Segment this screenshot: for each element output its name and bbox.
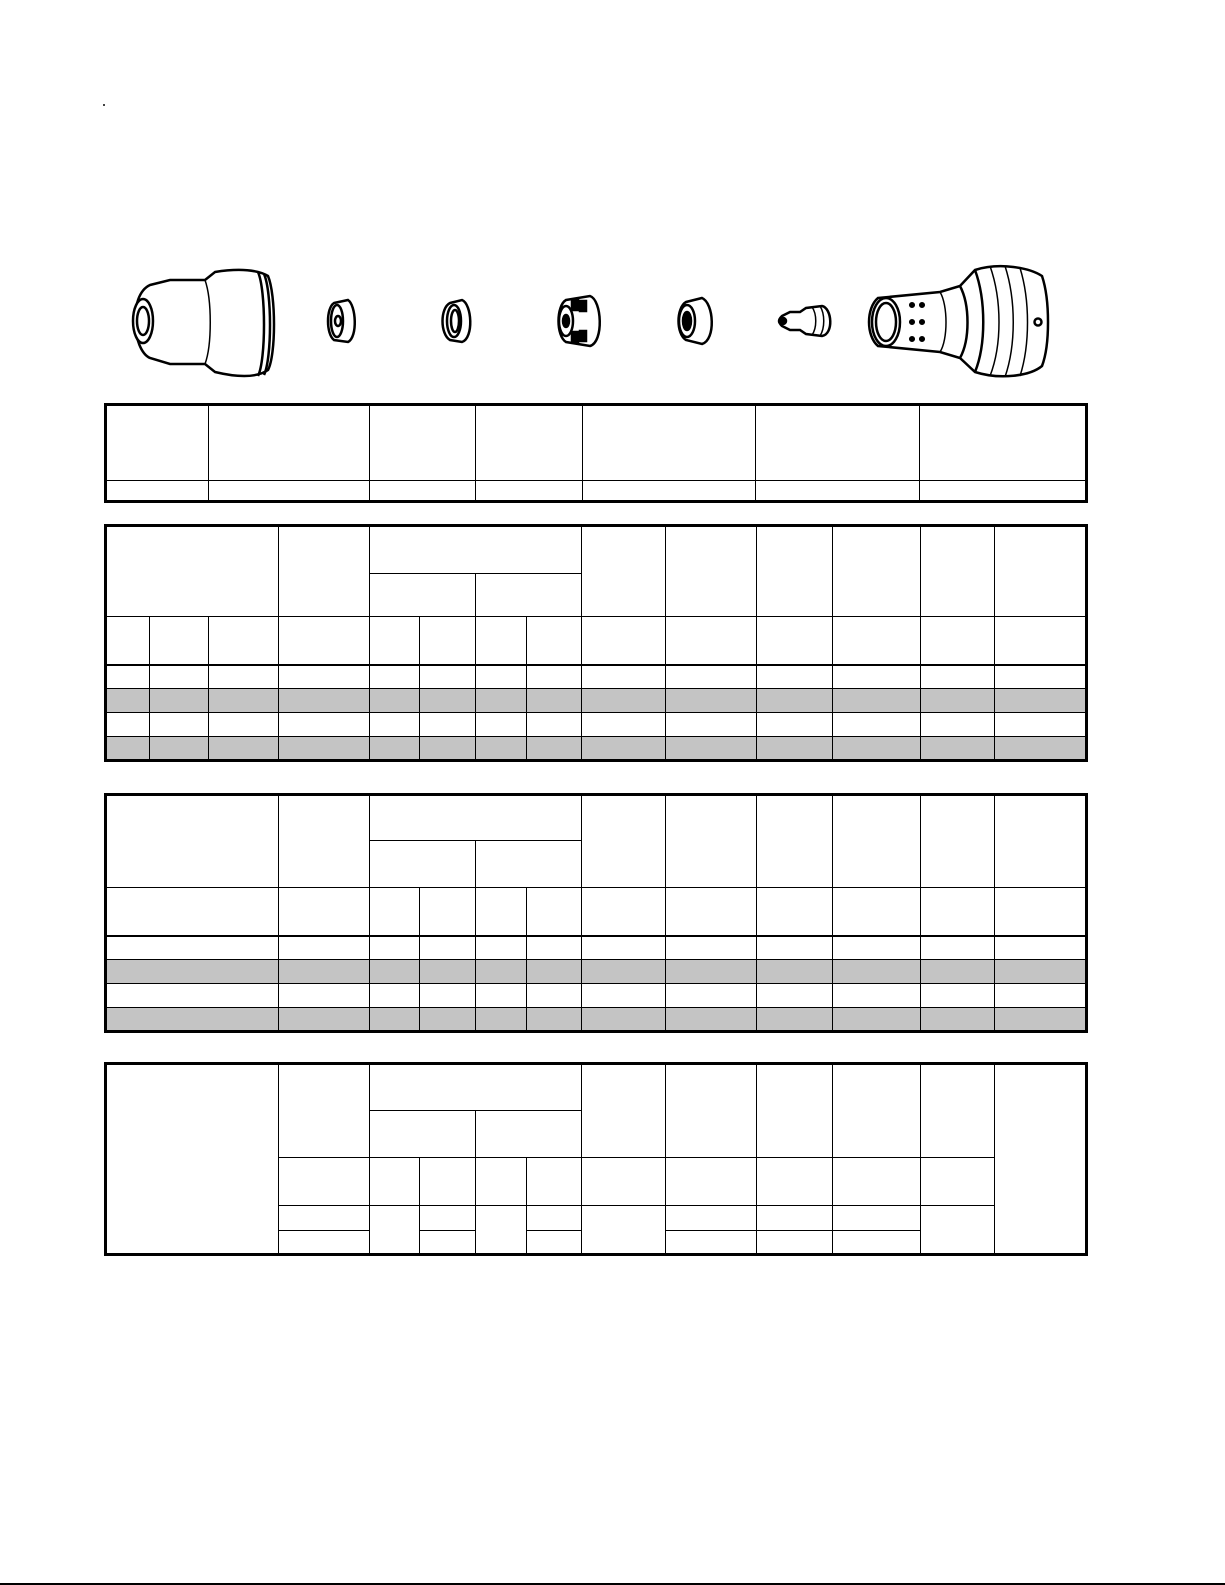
header-cell — [279, 795, 370, 888]
table-cell — [995, 737, 1087, 761]
table-cell — [995, 960, 1087, 984]
table-cell — [527, 737, 582, 761]
table-cell — [757, 960, 833, 984]
table-cell — [279, 936, 370, 960]
table-cell — [420, 1008, 476, 1032]
unit-cell — [833, 617, 921, 665]
table-cell — [582, 984, 666, 1008]
table-cell — [995, 1008, 1087, 1032]
table-cell — [582, 960, 666, 984]
unit-cell — [150, 617, 209, 665]
table-cell — [106, 984, 279, 1008]
unit-cell — [420, 617, 476, 665]
table-cell — [757, 713, 833, 737]
table-cell — [476, 936, 527, 960]
table-cell — [106, 1008, 279, 1032]
table-cell — [279, 984, 370, 1008]
table-row — [106, 689, 1087, 713]
table-cell — [757, 984, 833, 1008]
table-cell — [370, 481, 476, 502]
table-cell — [209, 665, 279, 689]
table-cell — [420, 713, 476, 737]
table-cell — [370, 689, 420, 713]
unit-cell — [757, 888, 833, 936]
unit-cell — [995, 888, 1087, 936]
table-cell — [921, 936, 995, 960]
table-cell — [995, 713, 1087, 737]
table-cell — [279, 689, 370, 713]
unit-cell — [476, 1158, 527, 1206]
header-cell — [666, 1064, 757, 1158]
table-cell — [420, 689, 476, 713]
table-cell — [666, 713, 757, 737]
table-row — [106, 960, 1087, 984]
table-cell — [370, 713, 420, 737]
table-cell — [921, 1008, 995, 1032]
table-cell — [106, 737, 150, 761]
table-cell — [370, 936, 420, 960]
header-cell — [370, 405, 476, 481]
consumables-illustration — [0, 0, 1225, 400]
header-subgroup-cell — [476, 1111, 582, 1158]
table-cell — [527, 1206, 582, 1231]
table-cell — [756, 481, 920, 502]
unit-cell — [527, 888, 582, 936]
table-cell — [921, 713, 995, 737]
unit-cell — [420, 1158, 476, 1206]
shield-icon — [133, 270, 274, 376]
header-cell — [920, 405, 1087, 481]
part-number-table — [104, 403, 1088, 503]
header-subgroup-cell — [476, 574, 582, 617]
table-cell — [370, 737, 420, 761]
table-cell — [209, 481, 370, 502]
table-cell — [666, 984, 757, 1008]
unit-cell — [666, 617, 757, 665]
table-cell — [527, 984, 582, 1008]
table-cell — [666, 737, 757, 761]
table-cell — [279, 665, 370, 689]
table-cell — [921, 737, 995, 761]
table-cell — [666, 1008, 757, 1032]
table-cell — [921, 960, 995, 984]
unit-cell — [370, 1158, 420, 1206]
table-row — [106, 713, 1087, 737]
header-cell — [106, 526, 279, 617]
unit-cell — [921, 617, 995, 665]
header-cell — [833, 1064, 921, 1158]
table-cell — [582, 713, 666, 737]
table-cell — [833, 1008, 921, 1032]
header-cell — [583, 405, 756, 481]
header-cell — [833, 795, 921, 888]
unit-cell — [833, 1158, 921, 1206]
table-cell — [420, 936, 476, 960]
table-cell — [476, 984, 527, 1008]
header-cell — [921, 795, 995, 888]
table-cell — [920, 481, 1087, 502]
table-row — [106, 984, 1087, 1008]
table-cell — [476, 665, 527, 689]
table-cell — [666, 1231, 757, 1255]
header-cell — [106, 405, 209, 481]
table-cell — [527, 689, 582, 713]
unit-cell — [666, 888, 757, 936]
table-cell — [582, 737, 666, 761]
table-cell — [582, 936, 666, 960]
table-cell — [476, 1008, 527, 1032]
header-group-cell — [370, 795, 582, 841]
table-cell — [833, 713, 921, 737]
unit-cell — [833, 888, 921, 936]
table-cell — [476, 713, 527, 737]
table-cell — [995, 984, 1087, 1008]
header-cell — [921, 526, 995, 617]
table-cell — [527, 713, 582, 737]
table-cell — [582, 665, 666, 689]
table-cell — [582, 1206, 666, 1255]
inner-ring-icon — [679, 298, 712, 344]
torch-head-icon — [869, 266, 1048, 377]
table-cell — [527, 1008, 582, 1032]
unit-cell — [106, 617, 150, 665]
unit-cell — [279, 888, 370, 936]
table-cell — [666, 936, 757, 960]
table-cell — [921, 1206, 995, 1255]
table-cell — [106, 960, 279, 984]
table-cell — [420, 1231, 476, 1255]
header-cell — [757, 526, 833, 617]
table-cell — [757, 737, 833, 761]
cut-chart-table-1 — [104, 524, 1088, 762]
table-cell — [582, 689, 666, 713]
table-cell — [279, 1206, 370, 1231]
table-cell — [420, 1206, 476, 1231]
table-cell — [757, 1008, 833, 1032]
header-group-cell — [370, 1064, 582, 1111]
unit-cell — [420, 888, 476, 936]
table-cell — [757, 689, 833, 713]
table-cell — [527, 665, 582, 689]
table-cell — [106, 481, 209, 502]
unit-cell — [921, 1158, 995, 1206]
table-cell — [527, 1231, 582, 1255]
table-cell — [370, 1206, 420, 1255]
table-cell — [527, 936, 582, 960]
electrode-icon — [779, 306, 830, 336]
table-cell — [476, 1206, 527, 1255]
table-cell — [833, 936, 921, 960]
unit-cell — [921, 888, 995, 936]
table-cell — [833, 1231, 921, 1255]
header-cell — [995, 526, 1087, 617]
unit-cell — [582, 1158, 666, 1206]
unit-cell — [106, 888, 279, 936]
unit-cell — [209, 617, 279, 665]
table-cell — [150, 737, 209, 761]
table-cell — [757, 1231, 833, 1255]
header-cell — [106, 1064, 279, 1255]
table-cell — [476, 689, 527, 713]
table-cell — [476, 960, 527, 984]
header-cell — [666, 526, 757, 617]
header-cell — [833, 526, 921, 617]
table-cell — [476, 481, 583, 502]
unit-cell — [476, 617, 527, 665]
header-subgroup-cell — [370, 841, 476, 888]
table-cell — [209, 713, 279, 737]
table-cell — [420, 737, 476, 761]
table-cell — [279, 737, 370, 761]
table-cell — [995, 689, 1087, 713]
table-row — [106, 1008, 1087, 1032]
table-cell — [279, 960, 370, 984]
unit-cell — [582, 888, 666, 936]
header-cell — [582, 1064, 666, 1158]
table-cell — [370, 1008, 420, 1032]
table-cell — [106, 936, 279, 960]
table-cell — [106, 665, 150, 689]
table-row — [106, 936, 1087, 960]
swirl-ring-icon — [328, 300, 355, 342]
unit-cell — [666, 1158, 757, 1206]
table-cell — [420, 960, 476, 984]
table-cell — [757, 936, 833, 960]
unit-cell — [757, 1158, 833, 1206]
header-cell — [756, 405, 920, 481]
table-cell — [370, 665, 420, 689]
unit-cell — [370, 888, 420, 936]
table-cell — [279, 1008, 370, 1032]
table-cell — [583, 481, 756, 502]
unit-cell — [757, 617, 833, 665]
table-cell — [279, 713, 370, 737]
header-group-cell — [370, 526, 582, 574]
table-cell — [833, 984, 921, 1008]
table-cell — [995, 936, 1087, 960]
table-cell — [370, 984, 420, 1008]
table-cell — [209, 737, 279, 761]
retaining-cap-icon — [443, 300, 471, 342]
table-cell — [150, 689, 209, 713]
table-cell — [833, 689, 921, 713]
header-subgroup-cell — [370, 574, 476, 617]
table-cell — [150, 713, 209, 737]
header-cell — [757, 795, 833, 888]
table-cell — [995, 665, 1087, 689]
table-cell — [106, 713, 150, 737]
table-cell — [582, 1008, 666, 1032]
table-cell — [833, 665, 921, 689]
table-cell — [279, 1231, 370, 1255]
table-cell — [833, 1206, 921, 1231]
table-cell — [833, 960, 921, 984]
table-cell — [921, 689, 995, 713]
unit-cell — [279, 1158, 370, 1206]
table-cell — [757, 1206, 833, 1231]
header-subgroup-cell — [370, 1111, 476, 1158]
header-cell — [476, 405, 583, 481]
unit-cell — [527, 1158, 582, 1206]
table-cell — [833, 737, 921, 761]
header-subgroup-cell — [476, 841, 582, 888]
unit-cell — [582, 617, 666, 665]
table-cell — [150, 665, 209, 689]
table-cell — [420, 984, 476, 1008]
table-cell — [476, 737, 527, 761]
header-cell — [757, 1064, 833, 1158]
table-cell — [666, 1206, 757, 1231]
table-cell — [106, 689, 150, 713]
header-cell — [995, 1064, 1087, 1255]
header-cell — [666, 795, 757, 888]
unit-cell — [527, 617, 582, 665]
table-cell — [666, 665, 757, 689]
table-cell — [921, 665, 995, 689]
cut-chart-table-3 — [104, 1062, 1088, 1256]
cut-chart-table-2 — [104, 793, 1088, 1033]
header-cell — [921, 1064, 995, 1158]
unit-cell — [476, 888, 527, 936]
table-cell — [757, 665, 833, 689]
table-cell — [666, 689, 757, 713]
header-cell — [995, 795, 1087, 888]
unit-cell — [370, 617, 420, 665]
table-row — [106, 737, 1087, 761]
table-cell — [921, 984, 995, 1008]
nozzle-icon — [559, 296, 600, 346]
table-cell — [209, 689, 279, 713]
header-cell — [209, 405, 370, 481]
table-cell — [666, 960, 757, 984]
table-cell — [527, 960, 582, 984]
header-cell — [279, 526, 370, 617]
unit-cell — [995, 617, 1087, 665]
table-cell — [370, 960, 420, 984]
table-row — [106, 665, 1087, 689]
header-cell — [582, 795, 666, 888]
unit-cell — [279, 617, 370, 665]
header-cell — [106, 795, 279, 888]
header-cell — [279, 1064, 370, 1158]
header-cell — [582, 526, 666, 617]
table-cell — [420, 665, 476, 689]
